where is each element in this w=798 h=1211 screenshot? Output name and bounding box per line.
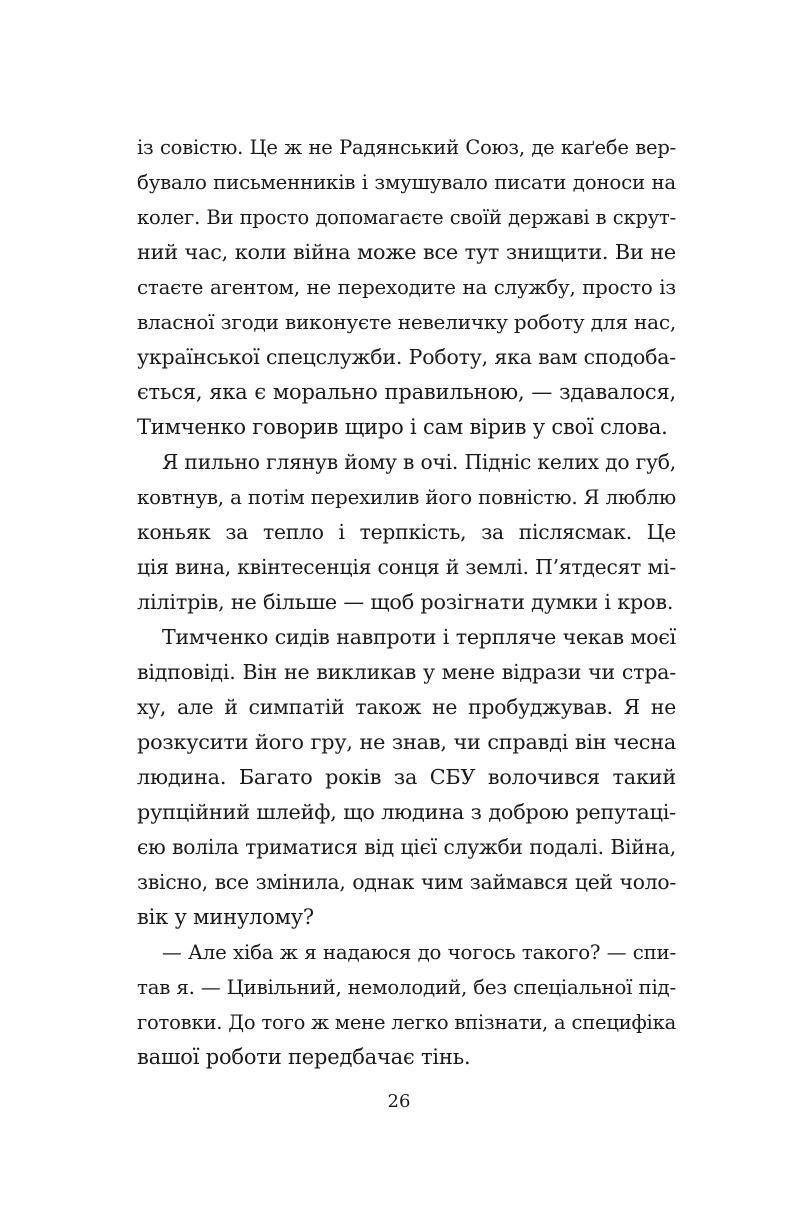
text-line: відповіді. Він не викликав у мене відрази чи стра- xyxy=(137,660,676,684)
text-line: розкусити його гру, не знав, чи справді він чесна xyxy=(137,730,676,754)
text-line: ція вина, квінтесенція сонця й землі. П’ятдесят мі- xyxy=(137,555,676,579)
text-line: власної згоди виконуєте невеличку роботу для нас, xyxy=(137,310,676,334)
text-line: Тимченко говорив щиро і сам вірив у свої слова. xyxy=(137,415,668,439)
page-number: 26 xyxy=(387,1091,411,1112)
text-line: рупційний шлейф, що людина з доброю репутаці- xyxy=(137,800,676,824)
paragraph xyxy=(137,445,676,620)
text-line: людина. Багато років за СБУ волочився такий xyxy=(137,765,676,789)
text-line: тав я. — Цивільний, немолодий, без спеціальної під- xyxy=(137,976,676,999)
text-line: стаєте агентом, не переходите на службу, просто із xyxy=(137,276,676,299)
text-line: Я пильно глянув йому в очі. Підніс келих до губ, xyxy=(162,450,676,474)
text-line: — Але хіба ж я надаюся до чогось такого? — спи- xyxy=(162,941,676,964)
paragraph xyxy=(137,935,676,1075)
text-line: звісно, все змінила, однак чим займався цей чоло- xyxy=(137,870,676,894)
text-line: Тимченко сидів навпроти і терпляче чекав моєї xyxy=(162,625,676,649)
paragraph xyxy=(137,130,676,445)
text-line: бувало письменників і змушувало писати доноси на xyxy=(137,171,676,194)
text-line: української спецслужби. Роботу, яка вам сподоба- xyxy=(137,345,676,369)
body-text xyxy=(137,130,676,1075)
text-line: ється, яка є морально правильною, — здавалося, xyxy=(137,380,676,404)
text-line: ковтнув, а потім перехилив його повністю. Я люблю xyxy=(137,486,676,509)
text-line: вік у минулому? xyxy=(137,905,314,929)
text-line: колег. Ви просто допомагаєте своїй державі в скрут- xyxy=(137,206,676,229)
text-line: коньяк за тепло і терпкість, за післясмак. Це xyxy=(137,520,676,544)
text-line: ний час, коли війна може все тут знищити. Ви не xyxy=(137,240,676,264)
text-line: із совістю. Це ж не Радянський Союз, де каґебе вер- xyxy=(137,136,676,159)
paragraph xyxy=(137,620,676,935)
text-line: вашої роботи передбачає тінь. xyxy=(137,1045,471,1069)
text-line: лілітрів, не більше — щоб розігнати думки і кров. xyxy=(137,590,674,614)
text-line: єю воліла триматися від цієї служби подалі. Війна, xyxy=(137,835,676,859)
text-line: готовки. До того ж мене легко впізнати, а специфіка xyxy=(137,1011,676,1034)
text-line: ху, але й симпатій також не пробуджував. Я не xyxy=(137,695,676,719)
